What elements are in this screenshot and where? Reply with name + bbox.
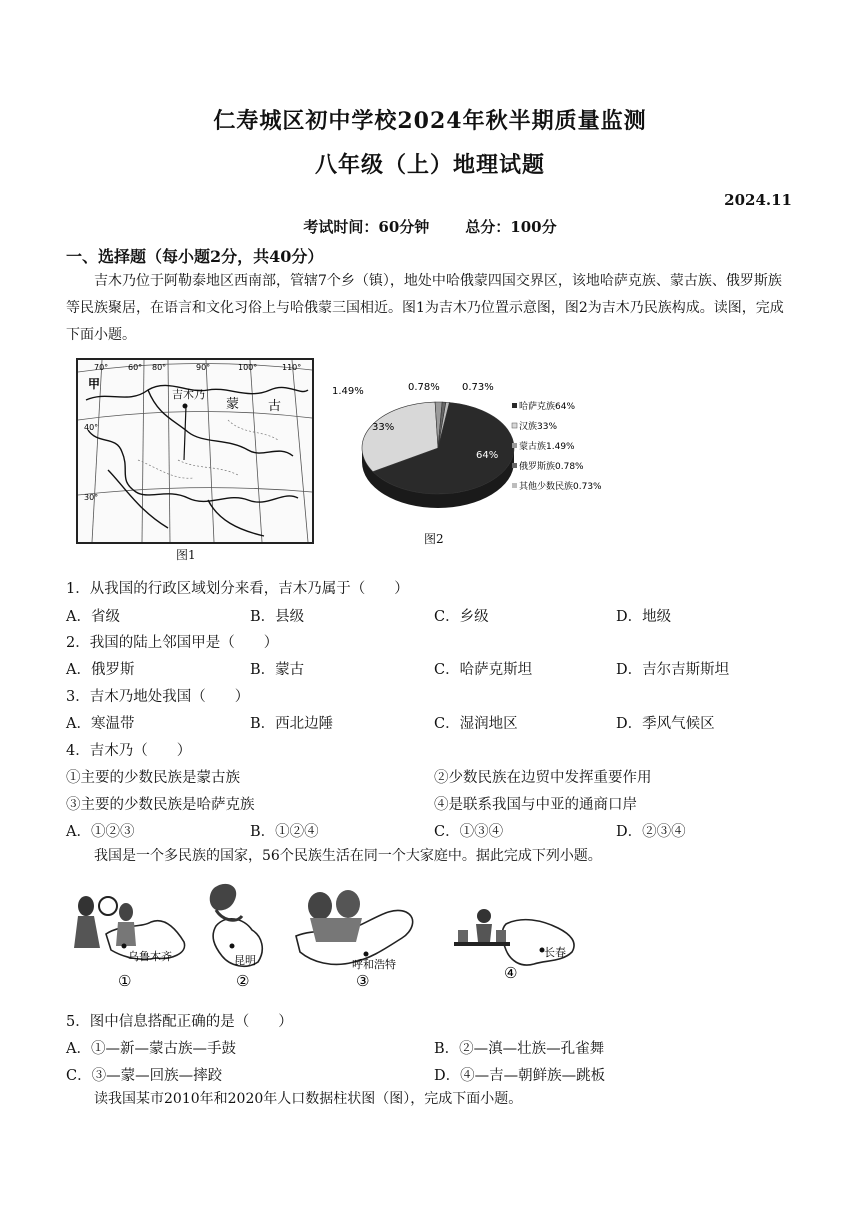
q1-option-d[interactable]: D．地级 [616,609,672,625]
panel-1-xinjiang [74,896,185,988]
legend-swatch-han [512,423,517,428]
question-1-stem: 1．从我国的行政区域划分来看，吉木乃属于（ ） [66,581,409,597]
figure1-map [76,358,314,544]
city-hohhot: 呼和浩特 [352,958,396,971]
legend-other: 其他少数民族0.73% [519,482,602,492]
city-urumqi: 乌鲁木齐 [128,950,172,963]
passage-1: 吉木乃位于阿勒泰地区西南部，管辖7个乡（镇），地处中哈俄蒙四国交界区，该地哈萨克族、蒙古族、俄罗斯族等民族聚居，在语言和文化习俗上与哈俄蒙三国相近。图1为吉木乃位置示意图，图2为吉木乃民族构成。读图，完成下面小题。 [66,273,784,343]
label-jimunai: 吉木乃 [172,388,205,401]
slice-label-0.78: 0.78% [408,382,440,393]
label-gu: 古 [268,399,282,414]
map-drawing [78,360,312,542]
legend-kazakh: 哈萨克族64% [519,402,576,412]
q3-option-d[interactable]: D．季风气候区 [616,716,715,732]
figure3-svg [66,876,586,988]
q1-option-b[interactable]: B．县级 [250,609,305,625]
lon-label-70: 70° [94,363,109,372]
q4-option-c[interactable]: C．①③④ [434,824,504,840]
q5-option-d[interactable]: D．④—吉—朝鲜族—跳板 [434,1068,606,1084]
figure1-caption: 图1 [176,548,196,562]
exam-title: 仁寿城区初中学校2024年秋半期质量监测 [213,108,647,134]
q4-statement-3: ③主要的少数民族是哈萨克族 [66,797,255,813]
q4-option-a[interactable]: A．①②③ [66,824,135,840]
slice-label-0.73: 0.73% [462,382,494,393]
q1-option-a[interactable]: A．省级 [66,609,120,625]
figure3-ethnic-illustrations [66,876,586,988]
q2-option-a[interactable]: A．俄罗斯 [66,662,135,678]
q4-statement-1: ①主要的少数民族是蒙古族 [66,770,240,786]
legend-swatch-russian [512,463,517,468]
q5-option-c[interactable]: C．③—蒙—回族—摔跤 [66,1068,223,1084]
legend-han: 汉族33% [519,422,558,432]
figure2-caption: 图2 [424,532,444,546]
label-jia: 甲 [88,377,101,391]
city-kunming: 昆明 [234,954,256,967]
exam-time: 考试时间：60分钟 [303,218,430,236]
slice-label-33: 33% [372,422,395,433]
exam-subtitle: 八年级（上）地理试题 [314,152,545,178]
pie-svg [326,370,626,546]
section-heading: 一、选择题（每小题2分，共40分） [66,247,324,266]
panel-number-1: ① [118,972,132,988]
lon-label-60: 60° [128,363,143,372]
panel-number-4: ④ [504,964,518,982]
legend-swatch-mongol [512,443,517,448]
q3-option-a[interactable]: A．寒温带 [66,716,135,732]
lat-label-30: 30° [84,493,99,502]
label-meng: 蒙 [226,397,240,412]
panel-number-2: ② [236,972,250,988]
exam-date: 2024.11 [724,191,792,209]
q4-option-d[interactable]: D．②③④ [616,824,686,840]
passage-2: 我国是一个多民族的国家，56个民族生活在同一个大家庭中。据此完成下列小题。 [94,848,602,864]
lon-label-110: 110° [282,363,302,372]
question-2-stem: 2．我国的陆上邻国甲是（ ） [66,635,279,651]
figure2-pie-chart [326,370,626,546]
legend-swatch-other [512,483,517,488]
question-5-stem: 5．图中信息搭配正确的是（ ） [66,1014,293,1030]
slice-label-1.49: 1.49% [332,386,364,397]
q5-option-b[interactable]: B．②—滇—壮族—孔雀舞 [434,1041,605,1057]
exam-info [0,216,860,237]
city-changchun: 长春 [544,946,566,959]
passage-3: 读我国某市2010年和2020年人口数据柱状图（图），完成下面小题。 [94,1091,523,1107]
q2-option-b[interactable]: B．蒙古 [250,662,305,678]
panel-4-jilin [454,909,574,982]
lat-label-40: 40° [84,423,99,432]
question-4-stem: 4．吉木乃（ ） [66,743,192,759]
legend-mongol: 蒙古族1.49% [519,442,575,452]
panel-number-3: ③ [356,972,370,988]
question-3-stem: 3．吉木乃地处我国（ ） [66,689,250,705]
lon-label-100: 100° [238,363,258,372]
q2-option-c[interactable]: C．哈萨克斯坦 [434,662,533,678]
legend-russian: 俄罗斯族0.78% [519,462,584,472]
lon-label-90: 90° [196,363,211,372]
total-score: 总分：100分 [465,218,557,236]
q4-statement-2: ②少数民族在边贸中发挥重要作用 [434,770,652,786]
q2-option-d[interactable]: D．吉尔吉斯斯坦 [616,662,730,678]
legend-swatch-kazakh [512,403,517,408]
q1-option-c[interactable]: C．乡级 [434,609,489,625]
lon-label-80: 80° [152,363,167,372]
q4-option-b[interactable]: B．①②④ [250,824,319,840]
slice-label-64: 64% [476,450,499,461]
q5-option-a[interactable]: A．①—新—蒙古族—手鼓 [66,1041,236,1057]
panel-2-yunnan [210,884,263,988]
q3-option-b[interactable]: B．西北边陲 [250,716,334,732]
panel-3-inner-mongolia [296,890,413,988]
q4-statement-4: ④是联系我国与中亚的通商口岸 [434,797,637,813]
q3-option-c[interactable]: C．湿润地区 [434,716,518,732]
